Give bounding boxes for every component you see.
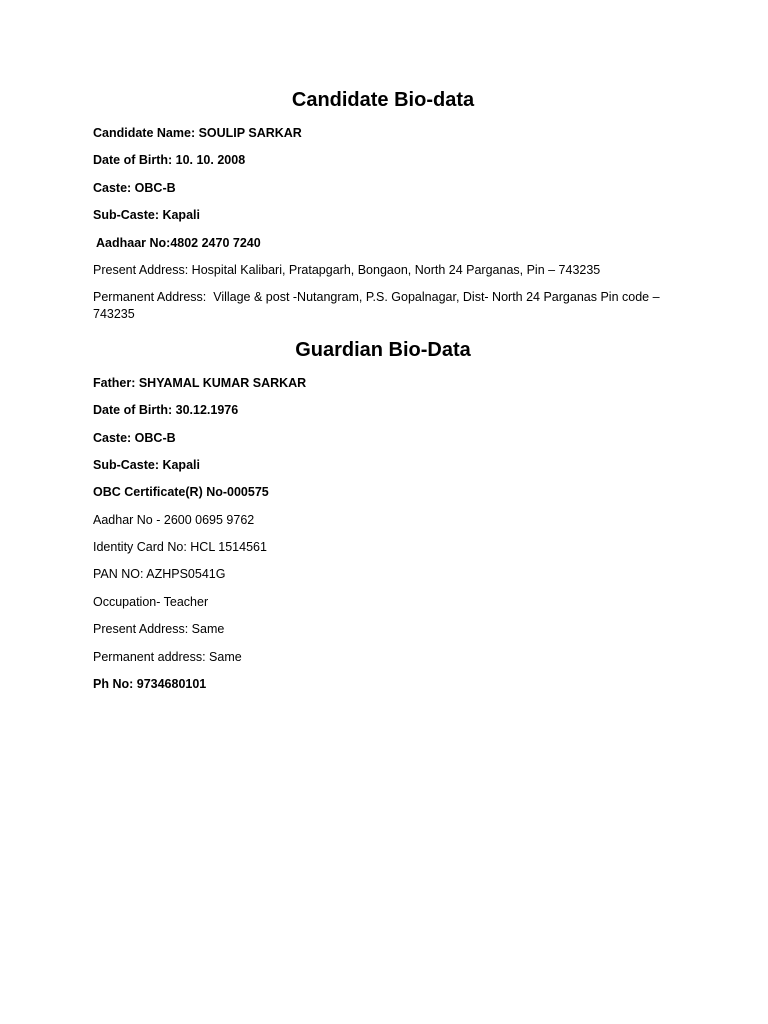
guardian-caste: Caste: OBC-B: [93, 430, 176, 445]
candidate-sub-caste: Sub-Caste: Kapali: [93, 208, 200, 223]
guardian-biodata-title: Guardian Bio-Data: [295, 338, 471, 361]
guardian-sub-caste: Sub-Caste: Kapali: [93, 457, 200, 472]
guardian-phone: Ph No: 9734680101: [93, 677, 207, 692]
guardian-father: Father: SHYAMAL KUMAR SARKAR: [93, 375, 307, 390]
guardian-occupation: Occupation- Teacher: [93, 594, 209, 609]
document-body: [93, 84, 673, 703]
candidate-dob: Date of Birth: 10. 10. 2008: [93, 153, 246, 168]
guardian-pan: PAN NO: AZHPS0541G: [93, 567, 226, 582]
candidate-biodata-title: Candidate Bio-data: [291, 89, 475, 111]
candidate-aadhaar: Aadhaar No:4802 2470 7240: [96, 235, 261, 250]
guardian-aadhar: Aadhar No - 2600 0695 9762: [93, 512, 255, 527]
guardian-obc-certificate: OBC Certificate(R) No-000575: [93, 485, 269, 500]
candidate-caste: Caste: OBC-B: [93, 180, 176, 195]
guardian-present-address: Present Address: Same: [93, 622, 225, 637]
guardian-permanent-address: Permanent address: Same: [93, 649, 242, 664]
guardian-identity-card: Identity Card No: HCL 1514561: [93, 540, 267, 555]
candidate-permanent-address: Permanent Address: Village & post -Nutangram, P.S. Gopalnagar, Dist- North 24 Parganas Pin code – 743235: [93, 290, 664, 322]
guardian-dob: Date of Birth: 30.12.1976: [93, 403, 239, 418]
candidate-name: Candidate Name: SOULIP SARKAR: [93, 126, 302, 140]
candidate-present-address: Present Address: Hospital Kalibari, Pratapgarh, Bongaon, North 24 Parganas, Pin – 743235: [93, 262, 601, 277]
